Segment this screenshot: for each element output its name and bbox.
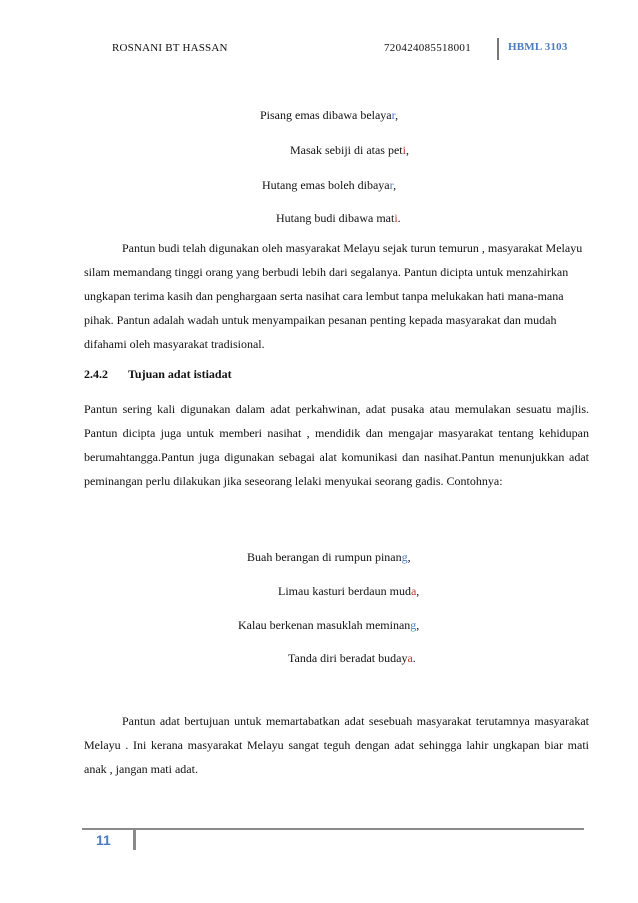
pantun1-line-4: Hutang budi dibawa mati. — [276, 211, 401, 225]
pantun2-line-1: Buah berangan di rumpun pinang, — [247, 550, 411, 564]
pantun2-line-2: Limau kasturi berdaun muda, — [278, 584, 420, 598]
section-title: Tujuan adat istiadat — [128, 367, 232, 381]
pantun1-line-2: Masak sebiji di atas peti, — [290, 143, 409, 157]
section-heading — [84, 367, 232, 382]
pantun1-line-1: Pisang emas dibawa belayar, — [260, 108, 399, 122]
paragraph-tujuan: Pantun sering kali digunakan dalam adat perkahwinan, adat pusaka atau memulakan sesuatu majlis. Pantun dicipta juga untuk memberi nasihat , mendidik dan mengajar masyarakat tentang kehidupan berumahtangga.Pantun juga digunakan sebagai alat komunikasi dan nasihat.Pantun menunjukkan adat peminangan perlu dilakukan jika seseorang lelaki menyukai seorang gadis. Contohnya: — [84, 402, 589, 488]
page-header — [112, 40, 582, 58]
paragraph-pantun-budi: Pantun budi telah digunakan oleh masyarakat Melayu sejak turun temurun , masyarakat Melayu silam memandang tinggi orang yang berbudi lebih dari segalanya. Pantun dicipta untuk menzahirkan ungkapan terima kasih dan penghargaan serta nasihat cara lembut tanpa melukakan hati mana-mana pihak. Pantun adalah wadah untuk menyampaikan pesanan penting kepada masyarakat dan mudah difahami oleh masyarakat tradisional. — [84, 241, 583, 351]
pantun1-line-3: Hutang emas boleh dibayar, — [262, 178, 397, 192]
section-number: 2.4.2 — [84, 367, 108, 381]
student-id: 720424085518001 — [384, 42, 471, 54]
paragraph-pantun-adat: Pantun adat bertujuan untuk memartabatkan adat sesebuah masyarakat terutamnya masyarakat Melayu . Ini kerana masyarakat Melayu sangat teguh dengan adat sehingga lahir ungkapan biar mati anak , jangan mati adat. — [84, 714, 589, 776]
pantun2-line-4: Tanda diri beradat budaya. — [288, 651, 416, 665]
footer-rule — [82, 828, 584, 830]
author-name: ROSNANI BT HASSAN — [112, 42, 228, 54]
course-code: HBML 3103 — [508, 41, 568, 53]
footer-separator — [133, 828, 136, 850]
page-number: 11 — [96, 832, 111, 848]
header-separator — [497, 38, 499, 60]
pantun2-line-3: Kalau berkenan masuklah meminang, — [238, 618, 420, 632]
